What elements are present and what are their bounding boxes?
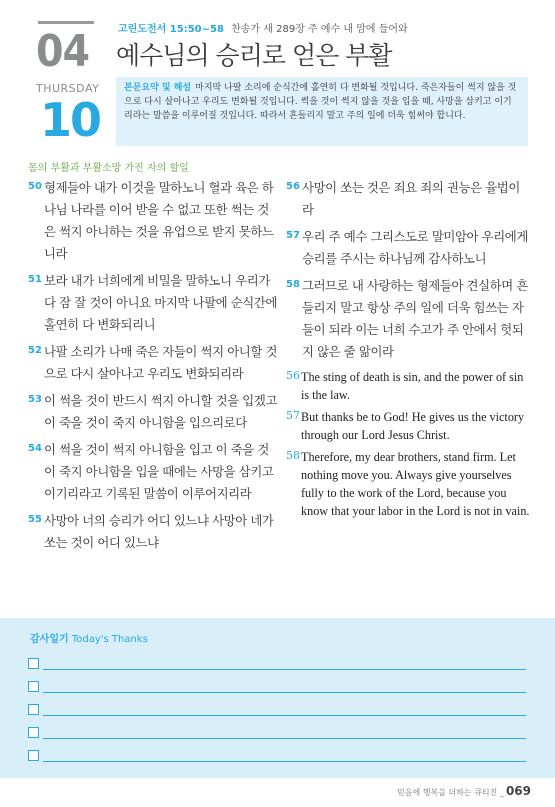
page-title: 예수님의 승리로 얻은 부활: [116, 41, 392, 70]
verse-text: 사망아 너의 승리가 어디 있느냐 사망아 네가 쏘는 것이 어디 있느냐: [44, 513, 274, 550]
verse-row: [286, 368, 530, 404]
verse-text: But thanks be to God! He gives us the victory through our Lord Jesus Christ.: [301, 410, 525, 442]
date-month: 04: [36, 26, 90, 77]
verse-number: 57: [286, 409, 300, 422]
page-number: 069: [505, 784, 531, 798]
thanks-journal: [0, 618, 555, 778]
verse-row: [286, 408, 530, 444]
verse-number: 57: [286, 230, 300, 241]
verse-number: 58: [286, 279, 300, 290]
scripture-reference-line: [118, 20, 408, 35]
thanks-entry-line[interactable]: [28, 681, 526, 693]
verse-number: 51: [28, 274, 42, 285]
verse-number: 55: [28, 514, 42, 525]
verse-text: 형제들아 내가 이것을 말하노니 혈과 육은 하나님 나라를 이어 받을 수 없고 또한 썩는 것은 썩지 아니하는 것을 유업으로 받지 못하느니라: [44, 180, 274, 261]
verse-number: 52: [28, 345, 42, 356]
thanks-entry-line[interactable]: [28, 658, 526, 670]
left-verse-column: [28, 177, 278, 559]
verse-number: 54: [28, 443, 42, 454]
verse-row: [286, 275, 530, 363]
verse-text: 이 썩을 것이 반드시 썩지 아니할 것을 입겠고 이 죽을 것이 죽지 아니함을 입으리로다: [44, 393, 278, 430]
summary-text: 마지막 나팔 소리에 순식간에 홀연히 다 변화될 것입니다. 죽은자들이 썩지 않을 것으로 다시 살아나고 우리도 변화될 것입니다. 썩을 것이 썩지 않을 것을 입을 때, 사망을 삼키고 이기리라는 말씀을 이루어질 것입니다. 따라서 흔들리지 말고 주의 일에 더욱 힘써야 합니다.: [124, 83, 517, 121]
thanks-label: [30, 630, 148, 645]
verse-row: [286, 448, 530, 520]
verse-number: 58: [286, 449, 300, 462]
scripture-reference: 고린도전서 15:50~58: [118, 24, 224, 35]
verse-text: 이 썩을 것이 썩지 아니함을 입고 이 죽을 것이 죽지 아니함을 입을 때에는 사망을 삼키고 이기리라고 기록된 말씀이 이루어지리라: [44, 442, 274, 501]
verse-row: [28, 510, 278, 554]
page-footer: [397, 784, 531, 798]
date-day: 10: [40, 93, 101, 147]
verse-row: [286, 226, 530, 270]
verse-number: 53: [28, 394, 42, 405]
thanks-checkbox[interactable]: [28, 681, 39, 692]
verse-number: 56: [286, 369, 300, 382]
thanks-write-line: [43, 715, 526, 716]
thanks-checkbox[interactable]: [28, 658, 39, 669]
date-weekday: THURSDAY: [36, 82, 100, 95]
thanks-checkbox[interactable]: [28, 750, 39, 761]
section-label: 몸의 부활과 부활소망 가진 자의 할일: [28, 163, 189, 174]
thanks-write-line: [43, 738, 526, 739]
thanks-checkbox[interactable]: [28, 704, 39, 715]
verse-number: 50: [28, 181, 42, 192]
thanks-entry-line[interactable]: [28, 704, 526, 716]
thanks-write-line: [43, 692, 526, 693]
thanks-label-ko: 감사일기: [30, 634, 69, 645]
thanks-write-line: [43, 761, 526, 762]
summary-box: [116, 77, 528, 146]
summary-label: 본문요약 및 해설: [124, 83, 192, 93]
thanks-label-en: Today's Thanks: [71, 634, 148, 645]
footer-text: 믿음에 행복을 더하는 큐티진 _: [397, 788, 504, 797]
thanks-entry-line[interactable]: [28, 727, 526, 739]
verse-row: [28, 270, 278, 336]
thanks-write-line: [43, 669, 526, 670]
verse-row: [28, 390, 278, 434]
hymn-reference: 찬송가 새 289장 주 예수 내 맘에 들어와: [231, 24, 408, 35]
verse-text: 보라 내가 너희에게 비밀을 말하노니 우리가 다 잠 잘 것이 아니요 마지막 나팔에 순식간에 홀연히 다 변화되리니: [44, 273, 278, 332]
verse-text: The sting of death is sin, and the power of sin is the law.: [301, 370, 524, 402]
verse-text: Therefore, my dear brothers, stand firm. Let nothing move you. Always give yourselves fully to the work of the Lord, because you know that your labor in the Lord is not in vain.: [301, 450, 530, 518]
verse-row: [28, 341, 278, 385]
verse-number: 56: [286, 181, 300, 192]
right-verse-column: [286, 177, 530, 524]
verse-text: 그러므로 내 사랑하는 형제들아 견실하며 흔들리지 말고 항상 주의 일에 더욱 힘쓰는 자들이 되라 이는 너희 수고가 주 안에서 헛되지 않은 줄 앎이라: [302, 278, 528, 359]
verse-row: [286, 177, 530, 221]
verse-text: 우리 주 예수 그리스도로 말미암아 우리에게 승리를 주시는 하나님께 감사하노니: [302, 229, 528, 266]
thanks-entry-line[interactable]: [28, 750, 526, 762]
date-divider: [38, 21, 94, 24]
thanks-checkbox[interactable]: [28, 727, 39, 738]
verse-row: [28, 439, 278, 505]
verse-row: [28, 177, 278, 265]
verse-text: 사망이 쏘는 것은 죄요 죄의 권능은 율법이라: [302, 180, 520, 217]
verse-text: 나팔 소리가 나매 죽은 자들이 썩지 아니할 것으로 다시 살아나고 우리도 변화되리라: [44, 344, 278, 381]
